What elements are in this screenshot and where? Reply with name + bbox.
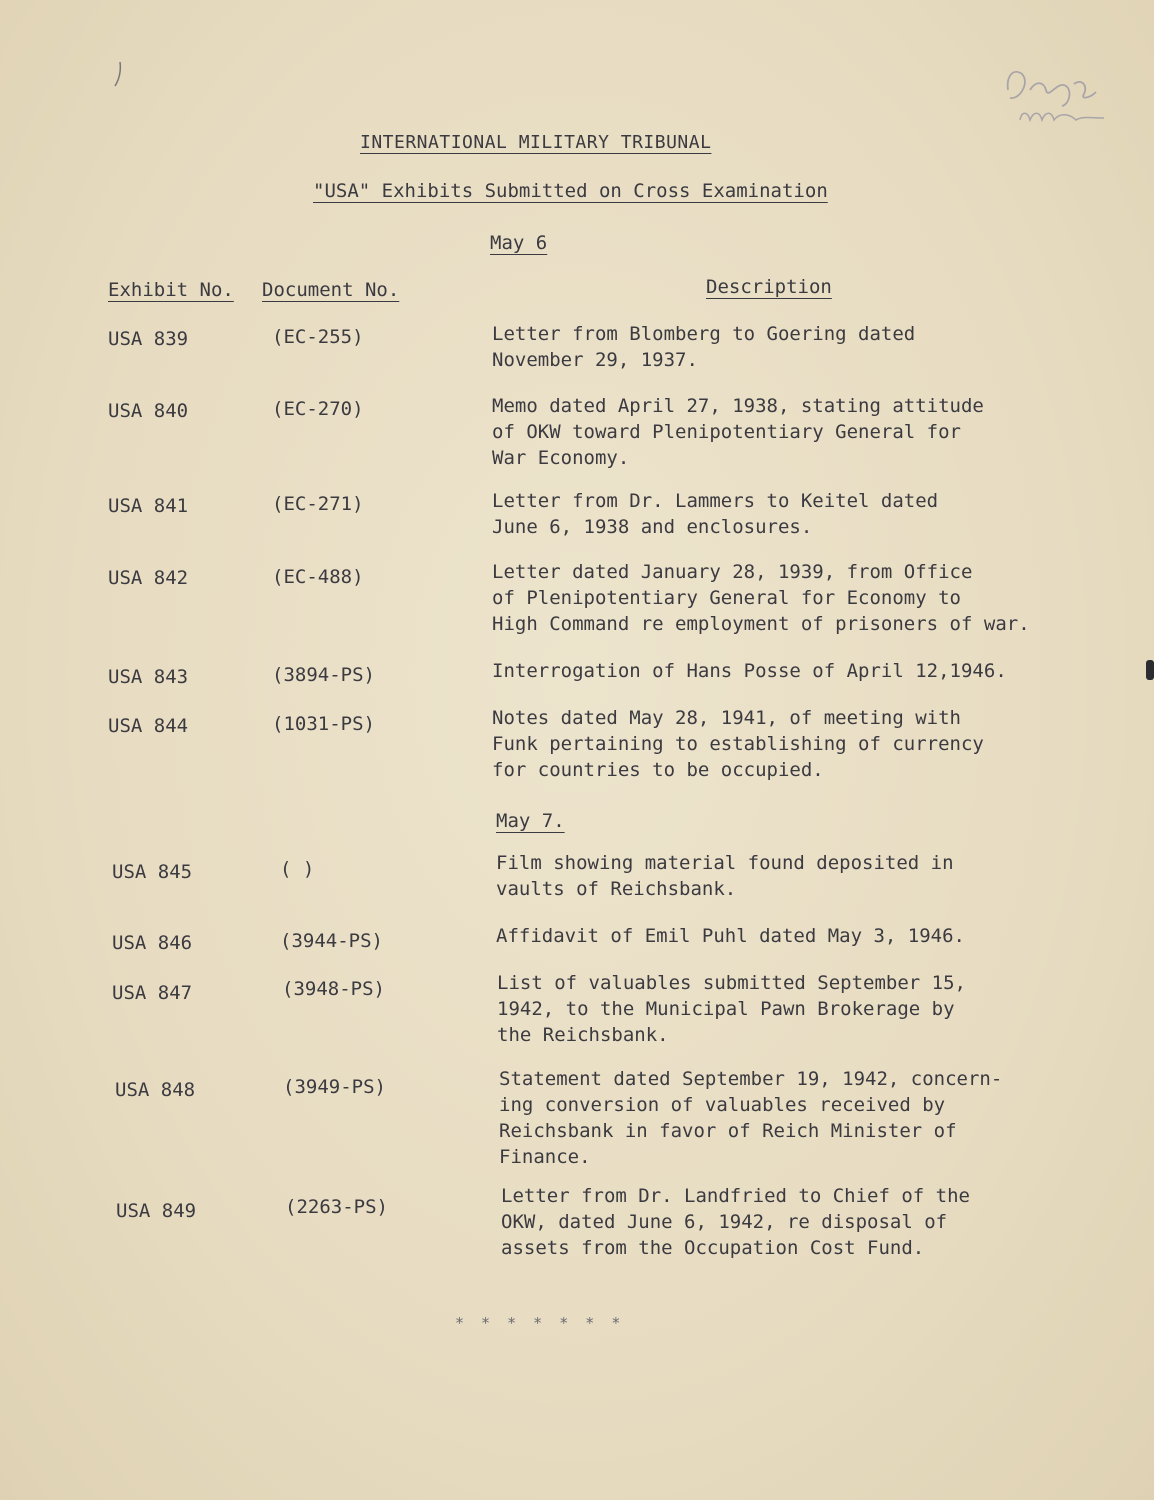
document-number: (1031-PS) [272, 713, 375, 735]
page-subtitle: "USA" Exhibits Submitted on Cross Examination [313, 180, 828, 202]
document-number: (3949-PS) [283, 1076, 386, 1098]
exhibit-number: USA 841 [108, 495, 189, 517]
exhibit-description: Letter from Dr. Landfried to Chief of the OKW, dated June 6, 1942, re disposal of assets from the Occupation Cost Fund. [501, 1185, 970, 1259]
edge-mark [1146, 660, 1154, 680]
document-number: (EC-255) [272, 326, 364, 348]
handwritten-initials [1000, 60, 1110, 140]
document-number: (3948-PS) [282, 978, 385, 1000]
column-header-exhibit: Exhibit No. [108, 279, 234, 301]
exhibit-number: USA 842 [108, 567, 189, 589]
exhibit-description: Letter dated January 28, 1939, from Office of Plenipotentiary General for Economy to High Command re employment of prisoners of war. [492, 561, 1030, 635]
footer-stars: * * * * * * * [455, 1314, 625, 1332]
pencil-mark [112, 60, 124, 88]
exhibit-description: Film showing material found deposited in vaults of Reichsbank. [496, 852, 954, 900]
document-number: (EC-488) [272, 566, 364, 588]
exhibit-description: Statement dated September 19, 1942, concern- ing conversion of valuables received by Reichsbank in favor of Reich Minister of Finance. [499, 1068, 1003, 1168]
exhibit-description: Notes dated May 28, 1941, of meeting with Funk pertaining to establishing of currency for countries to be occupied. [492, 707, 984, 781]
exhibit-number: USA 843 [108, 666, 189, 688]
exhibit-number: USA 839 [108, 328, 189, 350]
column-header-description: Description [706, 276, 832, 298]
document-number: (3944-PS) [280, 930, 383, 952]
column-header-document: Document No. [262, 279, 400, 301]
document-number: (EC-271) [272, 493, 364, 515]
document-number: (3894-PS) [272, 664, 375, 686]
exhibit-description: List of valuables submitted September 15, 1942, to the Municipal Pawn Brokerage by the Reichsbank. [497, 972, 966, 1046]
exhibit-description: Letter from Dr. Lammers to Keitel dated June 6, 1938 and enclosures. [492, 490, 939, 538]
exhibit-number: USA 848 [115, 1079, 196, 1101]
exhibit-number: USA 849 [116, 1200, 197, 1222]
exhibit-description: Affidavit of Emil Puhl dated May 3, 1946. [496, 925, 965, 947]
exhibit-number: USA 840 [108, 400, 189, 422]
document-number: (EC-270) [272, 398, 364, 420]
exhibit-description: Letter from Blomberg to Goering dated November 29, 1937. [492, 323, 916, 371]
exhibit-number: USA 844 [108, 715, 189, 737]
exhibit-number: USA 847 [112, 982, 193, 1004]
exhibit-description: Interrogation of Hans Posse of April 12,1946. [492, 660, 1007, 682]
document-number: ( ) [280, 858, 315, 880]
page-title: INTERNATIONAL MILITARY TRIBUNAL [360, 132, 712, 153]
exhibit-number: USA 846 [112, 932, 193, 954]
document-number: (2263-PS) [285, 1196, 388, 1218]
date-heading-may-6: May 6 [490, 232, 548, 254]
date-heading-may-7: May 7. [496, 810, 565, 832]
exhibit-description: Memo dated April 27, 1938, stating attitude of OKW toward Plenipotentiary General for War Economy. [492, 395, 984, 469]
exhibit-number: USA 845 [112, 861, 193, 883]
